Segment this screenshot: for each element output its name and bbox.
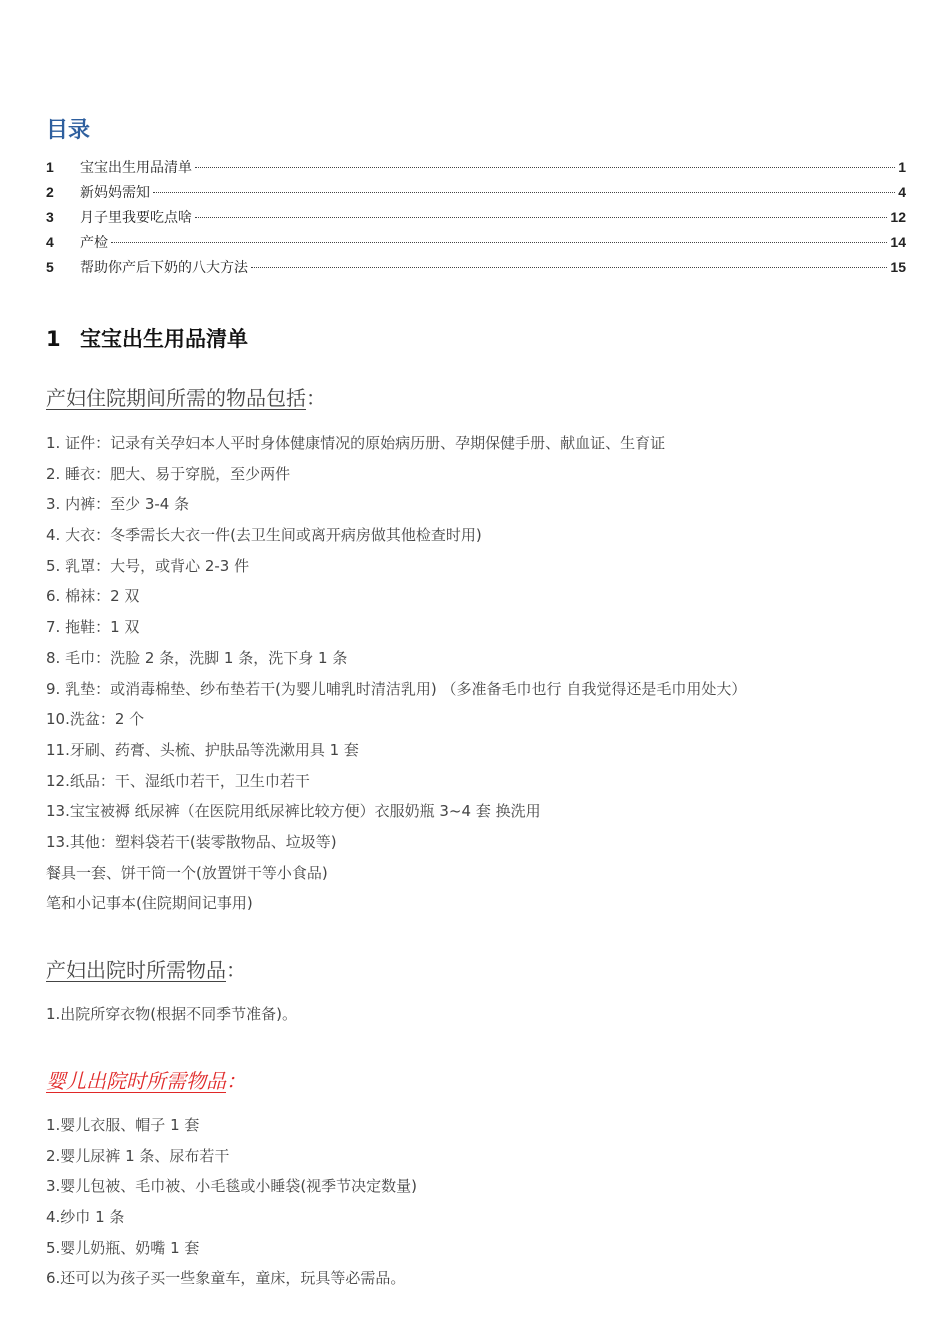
- subheading-colon: ：: [226, 958, 246, 982]
- section-number: 1: [46, 327, 61, 351]
- toc-entry[interactable]: [46, 257, 906, 282]
- hospital-stay-list: [46, 428, 906, 919]
- toc-entry-page: 12: [890, 209, 906, 225]
- subheading-mother-discharge: [46, 956, 246, 984]
- toc-entry[interactable]: [46, 232, 906, 257]
- toc-entry-page: 1: [898, 159, 906, 175]
- toc-leader-dots: [153, 192, 895, 193]
- list-item: 12.纸品：干、湿纸巾若干，卫生巾若干: [46, 771, 310, 790]
- table-of-contents: [46, 157, 906, 282]
- subheading-hospital-stay: [46, 384, 326, 412]
- toc-leader-dots: [111, 242, 887, 243]
- list-item: 8. 毛巾：洗脸 2 条，洗脚 1 条，洗下身 1 条: [46, 648, 348, 667]
- toc-entry[interactable]: [46, 157, 906, 182]
- toc-entry-number: 3: [46, 209, 54, 225]
- baby-discharge-list: [46, 1110, 906, 1294]
- subheading-colon: ：: [306, 386, 326, 410]
- subheading-text: 产妇住院期间所需的物品包括: [46, 386, 306, 410]
- toc-entry-text: 产检: [80, 235, 108, 251]
- list-item: 1. 证件：记录有关孕妇本人平时身体健康情况的原始病历册、孕期保健手册、献血证、生育证: [46, 434, 666, 452]
- toc-entry-number: 4: [46, 234, 54, 250]
- toc-entry-text: 月子里我要吃点啥: [80, 210, 192, 226]
- list-item: 3. 内裤：至少 3-4 条: [46, 495, 190, 514]
- toc-entry-text: 新妈妈需知: [80, 185, 150, 201]
- list-item: 10.洗盆：2 个: [46, 710, 145, 729]
- toc-entry-page: 4: [898, 184, 906, 200]
- toc-entry-number: 1: [46, 159, 54, 175]
- list-item: 4.纱巾 1 条: [46, 1208, 125, 1227]
- list-item: 1.出院所穿衣物(根据不同季节准备)。: [46, 1005, 298, 1023]
- toc-entry-text: 宝宝出生用品清单: [80, 160, 192, 176]
- subheading-baby-discharge: [46, 1067, 246, 1095]
- list-item: 笔和小记事本(住院期间记事用): [46, 894, 253, 913]
- toc-entry-page: 14: [890, 234, 906, 250]
- toc-leader-dots: [195, 217, 887, 218]
- list-item: 2.婴儿尿裤 1 条、尿布若干: [46, 1146, 230, 1165]
- list-item: 餐具一套、饼干筒一个(放置饼干等小食品): [46, 863, 328, 882]
- toc-entry[interactable]: [46, 207, 906, 232]
- list-item: 5. 乳罩：大号，或背心 2-3 件: [46, 556, 250, 575]
- toc-leader-dots: [251, 267, 887, 268]
- list-item: 3.婴儿包被、毛巾被、小毛毯或小睡袋(视季节决定数量): [46, 1177, 418, 1196]
- subheading-text: 产妇出院时所需物品: [46, 958, 226, 982]
- list-item: 1.婴儿衣服、帽子 1 套: [46, 1116, 200, 1134]
- section-heading: [46, 324, 248, 354]
- toc-title: 目录: [46, 118, 91, 143]
- list-item: 5.婴儿奶瓶、奶嘴 1 套: [46, 1238, 200, 1257]
- toc-entry-number: 2: [46, 184, 54, 200]
- list-item: 6. 棉袜：2 双: [46, 587, 140, 606]
- list-item: 4. 大衣：冬季需长大衣一件(去卫生间或离开病房做其他检查时用): [46, 526, 482, 545]
- mother-discharge-list: [46, 999, 906, 1030]
- list-item: 6.还可以为孩子买一些象童车，童床，玩具等必需品。: [46, 1269, 406, 1288]
- subheading-colon: ：: [226, 1069, 246, 1093]
- list-item: 13.宝宝被褥 纸尿裤（在医院用纸尿裤比较方便）衣服奶瓶 3~4 套 换洗用: [46, 802, 541, 821]
- list-item: 9. 乳垫：或消毒棉垫、纱布垫若干(为婴儿哺乳时清洁乳用) （多准备毛巾也行 自我觉得还是毛巾用处大）: [46, 679, 747, 698]
- toc-entry-number: 5: [46, 259, 54, 275]
- list-item: 2. 睡衣：肥大、易于穿脱，至少两件: [46, 464, 291, 483]
- toc-entry-page: 15: [890, 259, 906, 275]
- subheading-text: 婴儿出院时所需物品: [46, 1069, 226, 1093]
- toc-entry-text: 帮助你产后下奶的八大方法: [80, 260, 248, 276]
- list-item: 13.其他：塑料袋若干(装零散物品、垃圾等): [46, 832, 337, 851]
- list-item: 7. 拖鞋：1 双: [46, 618, 140, 637]
- toc-entry[interactable]: [46, 182, 906, 207]
- list-item: 11.牙刷、药膏、头梳、护肤品等洗漱用具 1 套: [46, 740, 359, 759]
- toc-leader-dots: [195, 167, 895, 168]
- section-title: 宝宝出生用品清单: [80, 327, 248, 351]
